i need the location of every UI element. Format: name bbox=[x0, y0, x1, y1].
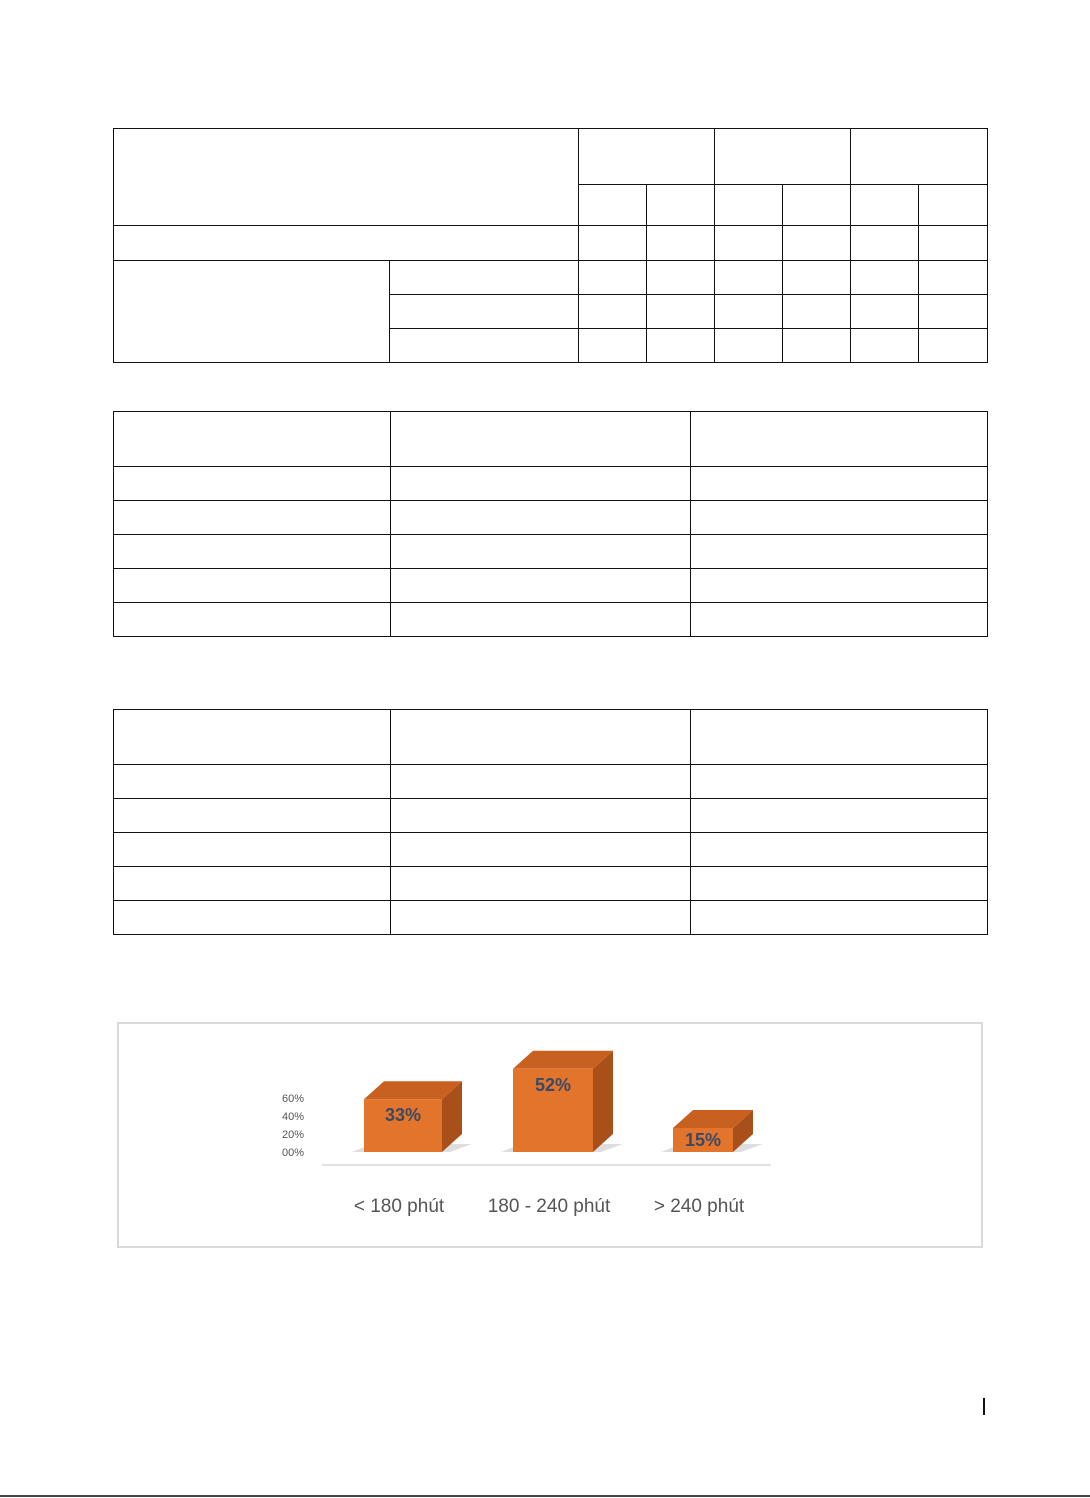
table-cell bbox=[691, 710, 988, 765]
x-tick-label: 180 - 240 phút bbox=[487, 1196, 611, 1217]
bar-chart bbox=[119, 1024, 985, 1250]
table-cell bbox=[715, 329, 783, 363]
table-cell bbox=[715, 261, 783, 295]
table-row bbox=[114, 129, 988, 185]
y-tick-label: 00% bbox=[281, 1147, 304, 1159]
table-row bbox=[114, 569, 988, 603]
y-tick-label: 20% bbox=[281, 1129, 304, 1141]
table-cell bbox=[647, 261, 715, 295]
table-cell bbox=[691, 603, 988, 637]
table-row bbox=[114, 261, 988, 295]
table-cell bbox=[390, 261, 579, 295]
table-row bbox=[114, 799, 988, 833]
table-cell bbox=[851, 226, 919, 261]
table-cell bbox=[579, 185, 647, 226]
table-cell bbox=[691, 765, 988, 799]
table-cell bbox=[579, 261, 647, 295]
table-cell bbox=[114, 129, 579, 226]
table-cell bbox=[391, 901, 691, 935]
table-cell bbox=[114, 901, 391, 935]
x-tick-label: < 180 phút bbox=[353, 1196, 445, 1217]
table-cell bbox=[691, 901, 988, 935]
table-cell bbox=[851, 129, 988, 185]
table-2 bbox=[113, 411, 988, 637]
table-cell bbox=[851, 185, 919, 226]
table-cell bbox=[851, 329, 919, 363]
table-cell bbox=[114, 833, 391, 867]
table-cell bbox=[114, 867, 391, 901]
table-cell bbox=[919, 261, 988, 295]
table-cell bbox=[114, 710, 391, 765]
table-row bbox=[114, 501, 988, 535]
table-cell bbox=[783, 329, 851, 363]
table-cell bbox=[691, 799, 988, 833]
table-cell bbox=[114, 261, 390, 363]
table-cell bbox=[579, 226, 647, 261]
table-row bbox=[114, 412, 988, 467]
table-row bbox=[114, 467, 988, 501]
data-label: 33% bbox=[384, 1105, 422, 1126]
table-row bbox=[114, 833, 988, 867]
table-cell bbox=[579, 129, 715, 185]
table-cell bbox=[390, 295, 579, 329]
table-cell bbox=[715, 295, 783, 329]
table-cell bbox=[647, 185, 715, 226]
table-row bbox=[114, 710, 988, 765]
table-cell bbox=[647, 329, 715, 363]
y-tick-label: 60% bbox=[281, 1093, 304, 1105]
page-number-marker bbox=[983, 1398, 985, 1415]
table-cell bbox=[783, 185, 851, 226]
table-row bbox=[114, 867, 988, 901]
table-cell bbox=[114, 412, 391, 467]
table-cell bbox=[391, 710, 691, 765]
table-cell bbox=[691, 569, 988, 603]
table-cell bbox=[114, 467, 391, 501]
table-cell bbox=[114, 765, 391, 799]
table-cell bbox=[715, 226, 783, 261]
table-cell bbox=[919, 226, 988, 261]
table-cell bbox=[647, 295, 715, 329]
table-cell bbox=[851, 295, 919, 329]
table-cell bbox=[691, 833, 988, 867]
table-cell bbox=[391, 412, 691, 467]
data-label: 15% bbox=[684, 1130, 722, 1150]
table-cell bbox=[114, 603, 391, 637]
table-cell bbox=[114, 569, 391, 603]
table-cell bbox=[390, 329, 579, 363]
table-row bbox=[114, 603, 988, 637]
table-cell bbox=[579, 329, 647, 363]
table-cell bbox=[579, 295, 647, 329]
table-cell bbox=[391, 467, 691, 501]
table-1 bbox=[113, 128, 988, 363]
table-cell bbox=[114, 535, 391, 569]
table-cell bbox=[391, 833, 691, 867]
table-cell bbox=[715, 185, 783, 226]
table-3 bbox=[113, 709, 988, 935]
table-cell bbox=[391, 501, 691, 535]
table-row bbox=[114, 535, 988, 569]
y-tick-label: 40% bbox=[281, 1111, 304, 1123]
table-cell bbox=[391, 535, 691, 569]
table-cell bbox=[114, 501, 391, 535]
table-cell bbox=[783, 226, 851, 261]
table-cell bbox=[691, 467, 988, 501]
table-row bbox=[114, 901, 988, 935]
chart-frame bbox=[117, 1022, 983, 1248]
table-cell bbox=[919, 295, 988, 329]
x-tick-label: > 240 phút bbox=[653, 1196, 745, 1217]
table-cell bbox=[391, 765, 691, 799]
table-cell bbox=[851, 261, 919, 295]
table-cell bbox=[919, 329, 988, 363]
footer-rule bbox=[0, 1495, 1090, 1497]
table-cell bbox=[114, 799, 391, 833]
table-cell bbox=[691, 412, 988, 467]
table-cell bbox=[391, 799, 691, 833]
table-cell bbox=[783, 295, 851, 329]
table-cell bbox=[691, 867, 988, 901]
table-cell bbox=[391, 569, 691, 603]
table-cell bbox=[114, 226, 579, 261]
table-row bbox=[114, 226, 988, 261]
table-cell bbox=[919, 185, 988, 226]
table-cell bbox=[691, 535, 988, 569]
table-cell bbox=[391, 603, 691, 637]
table-cell bbox=[647, 226, 715, 261]
table-row bbox=[114, 765, 988, 799]
data-label: 52% bbox=[534, 1074, 572, 1095]
table-cell bbox=[391, 867, 691, 901]
table-cell bbox=[715, 129, 851, 185]
table-cell bbox=[691, 501, 988, 535]
table-cell bbox=[783, 261, 851, 295]
